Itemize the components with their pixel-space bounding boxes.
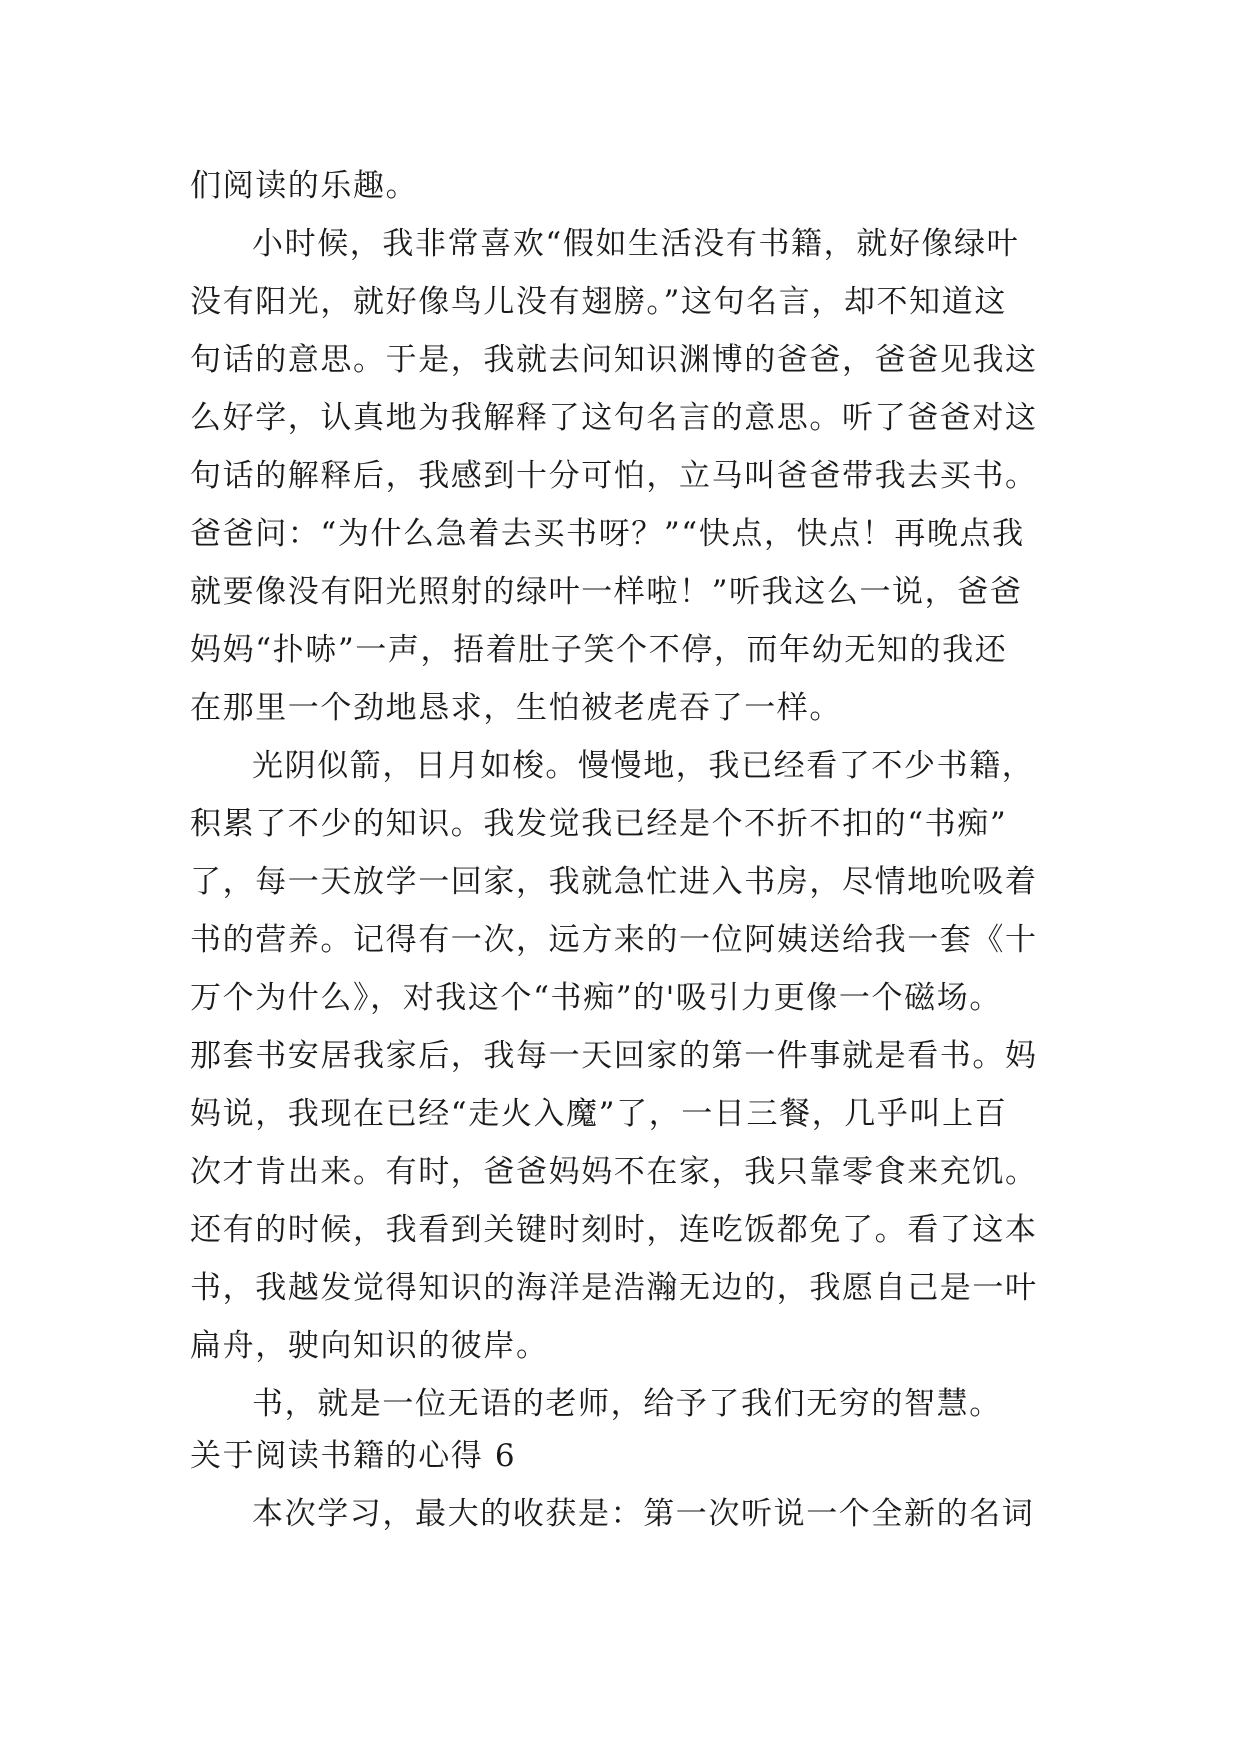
paragraph-first-line: 光阴似箭，日月如梭。慢慢地，我已经看了不少书籍， xyxy=(252,748,1035,784)
text-line: 积累了不少的知识。我发觉我已经是个不折不扣的“书痴” xyxy=(190,806,1008,842)
section-heading: 关于阅读书籍的心得 6 xyxy=(190,1438,517,1474)
text-line: 了，每一天放学一回家，我就急忙进入书房，尽情地吮吸着 xyxy=(190,864,1038,900)
paragraph-first-line: 书，就是一位无语的老师，给予了我们无穷的智慧。 xyxy=(252,1386,1002,1422)
text-line: 么好学，认真地为我解释了这句名言的意思。听了爸爸对这 xyxy=(190,400,1038,436)
text-line: 爸爸问：“为什么急着去买书呀？”“快点，快点！再晚点我 xyxy=(190,516,1025,552)
paragraph-first-line: 小时候，我非常喜欢“假如生活没有书籍，就好像绿叶 xyxy=(252,226,1020,262)
text-line: 句话的意思。于是，我就去问知识渊博的爸爸，爸爸见我这 xyxy=(190,342,1038,378)
text-line: 句话的解释后，我感到十分可怕，立马叫爸爸带我去买书。 xyxy=(190,458,1038,494)
text-line: 们阅读的乐趣。 xyxy=(190,168,419,204)
text-line: 在那里一个劲地恳求，生怕被老虎吞了一样。 xyxy=(190,690,842,726)
text-line: 就要像没有阳光照射的绿叶一样啦！”听我这么一说，爸爸 xyxy=(190,574,1023,610)
text-line: 没有阳光，就好像鸟儿没有翅膀。”这句名言，却不知道这 xyxy=(190,284,1007,320)
text-line: 书，我越发觉得知识的海洋是浩瀚无边的，我愿自己是一叶 xyxy=(190,1270,1038,1306)
paragraph-first-line: 本次学习，最大的收获是：第一次听说一个全新的名词 xyxy=(252,1496,1035,1532)
text-line: 那套书安居我家后，我每一天回家的第一件事就是看书。妈 xyxy=(190,1038,1038,1074)
text-line: 扁舟，驶向知识的彼岸。 xyxy=(190,1328,549,1364)
text-line: 万个为什么》，对我这个“书痴”的'吸引力更像一个磁场。 xyxy=(190,980,1002,1016)
text-line: 次才肯出来。有时，爸爸妈妈不在家，我只靠零食来充饥。 xyxy=(190,1154,1038,1190)
text-line: 妈说，我现在已经“走火入魔”了，一日三餐，几乎叫上百 xyxy=(190,1096,1008,1132)
text-line: 书的营养。记得有一次，远方来的一位阿姨送给我一套《十 xyxy=(190,922,1038,958)
text-line: 妈妈“扑哧”一声，捂着肚子笑个不停，而年幼无知的我还 xyxy=(190,632,1008,668)
text-line: 还有的时候，我看到关键时刻时，连吃饭都免了。看了这本 xyxy=(190,1212,1038,1248)
